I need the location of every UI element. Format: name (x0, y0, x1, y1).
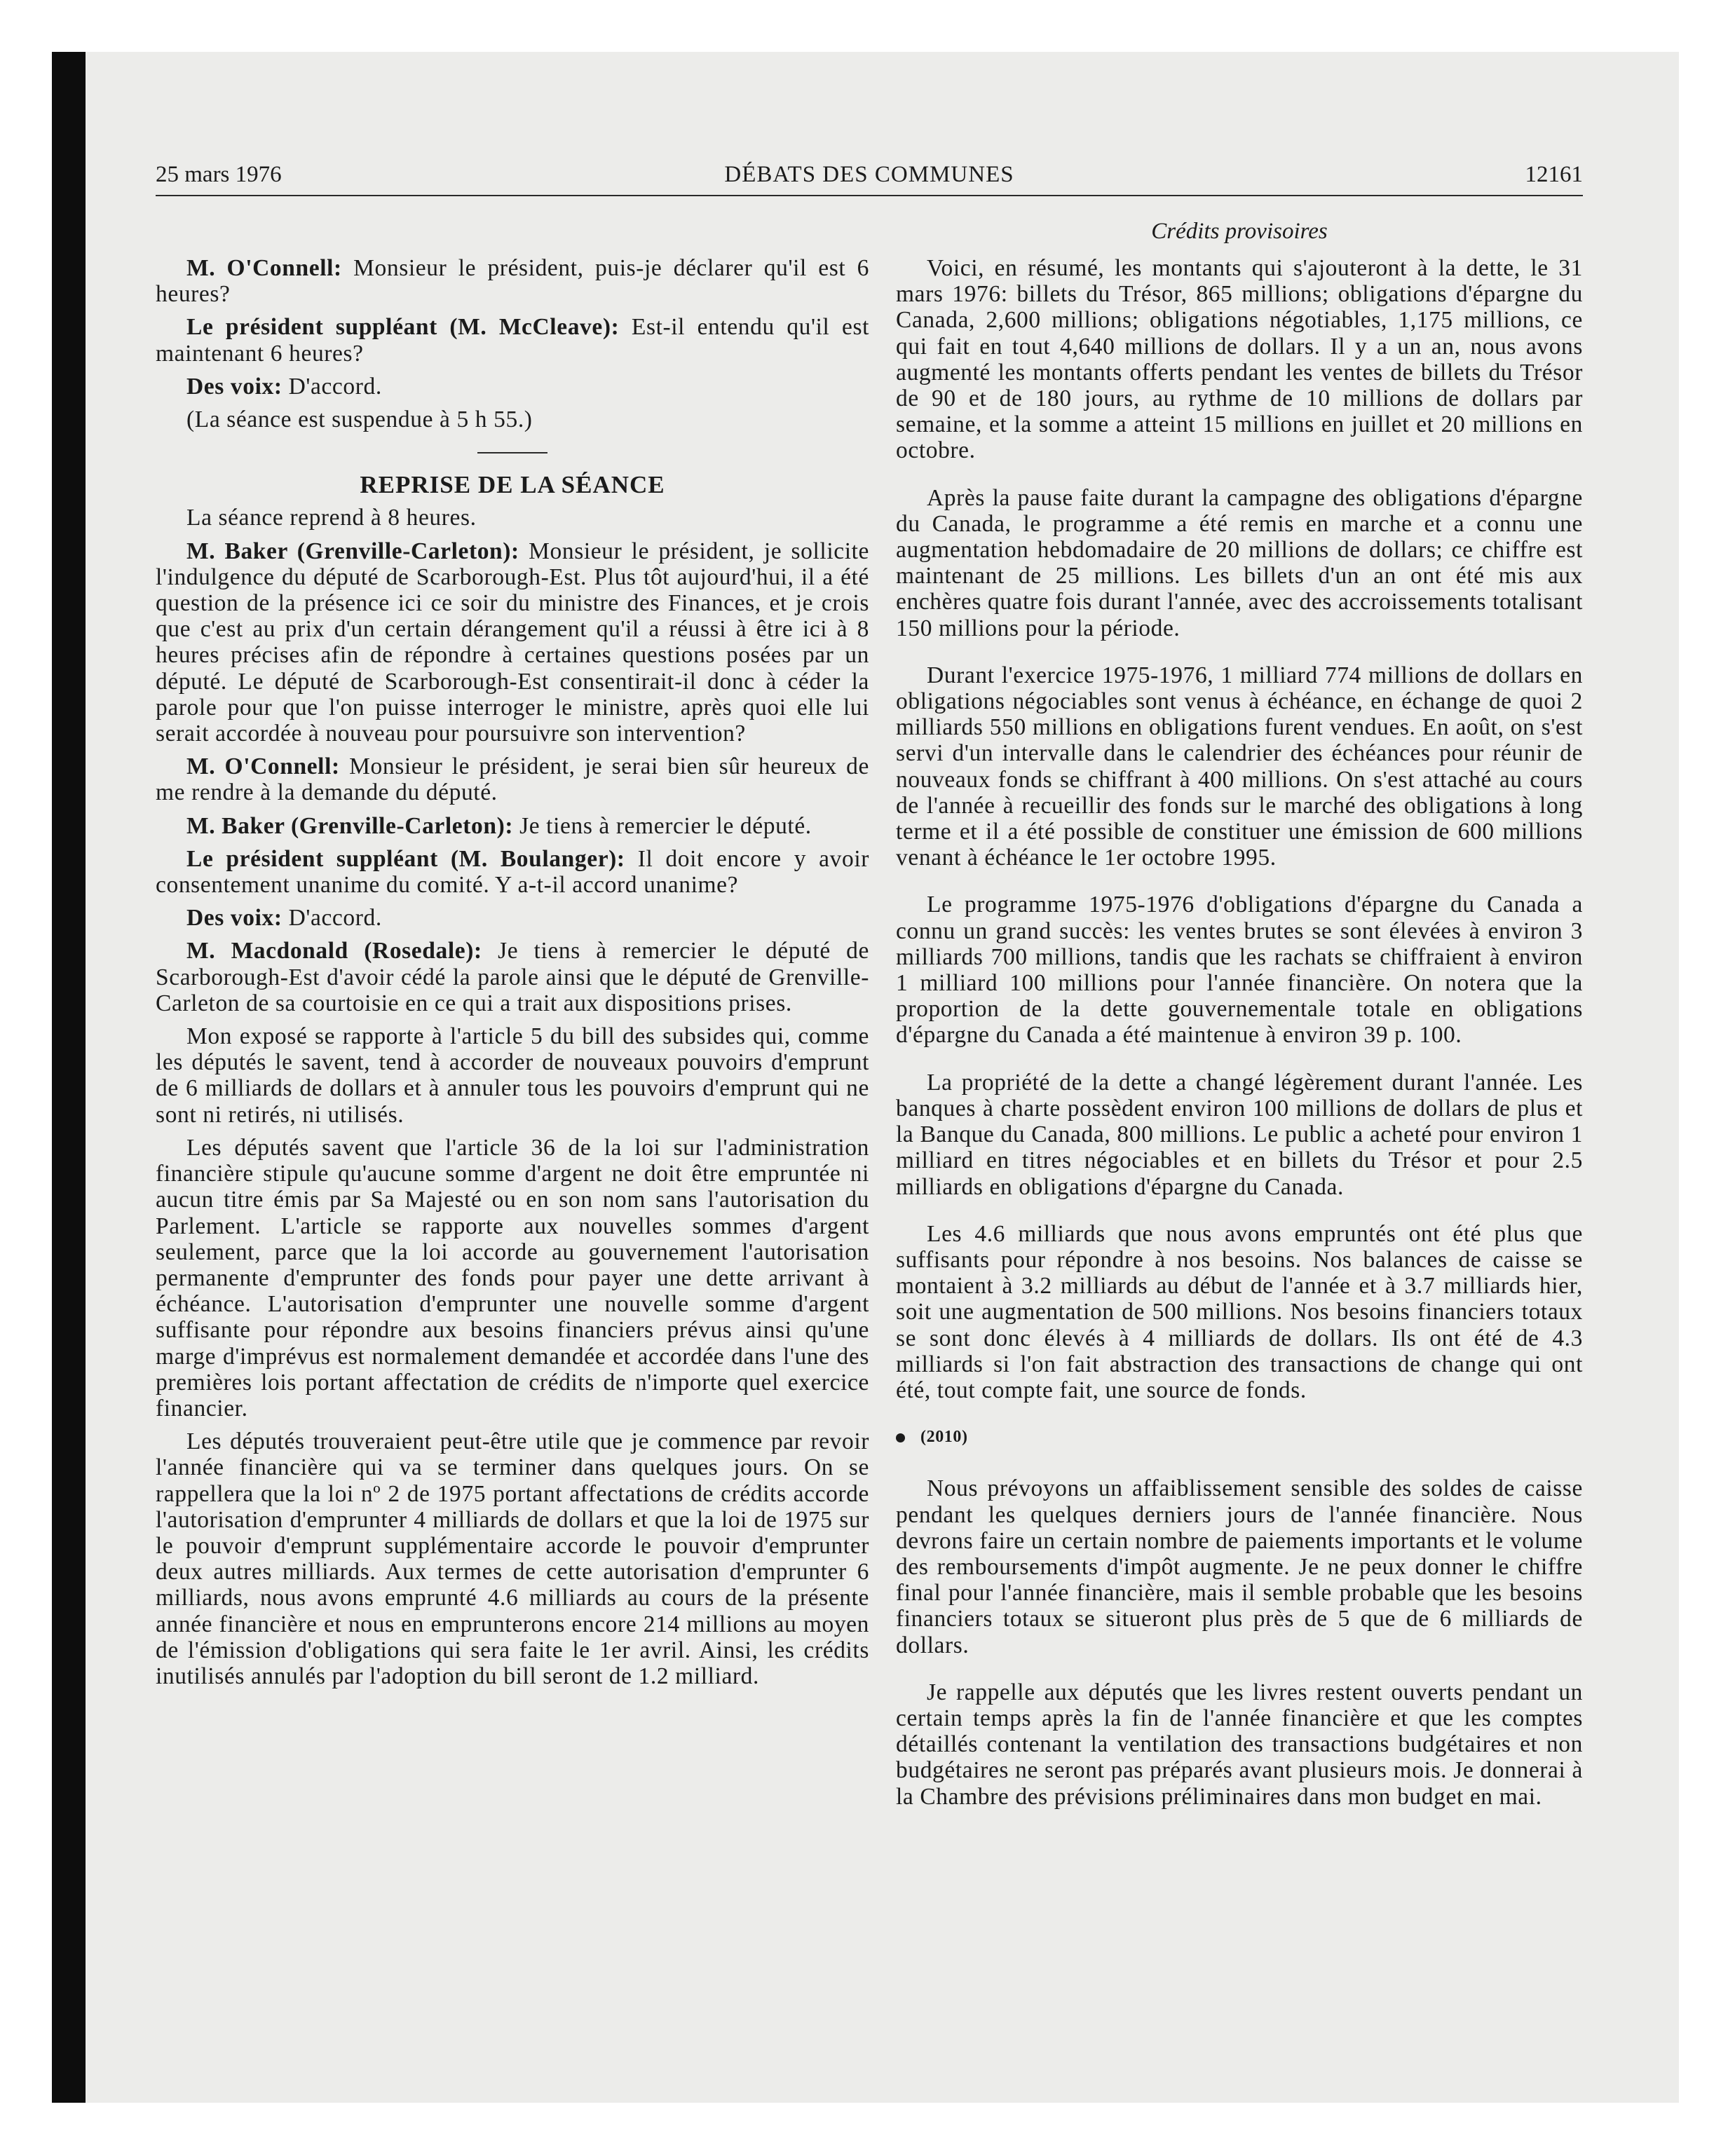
speech-text: Monsieur le président, je sollicite l'indulgence du député de Scarborough-Est. Plus tôt aujourd'hui, il a été question de la présence ici ce soir du ministre des Finances, et je crois que c'est au prix d'un certain dérangement qu'il a réussi à être ici à 8 heures précises afin de répondre à certaines questions posées par un député. Le député de Scarborough-Est consentirait-il donc à céder la parole pour que l'on puisse interroger le ministre, après quoi elle lui serait accordée à nouveau pour poursuivre son intervention? (156, 538, 869, 747)
paragraph: Durant l'exercice 1975-1976, 1 milliard 774 millions de dollars en obligations négociables sont venus à échéance, en échange de quoi 2 milliards 550 millions en obligations furent vendues. En août, on s'est servi d'un intervalle dans le calendrier des échéances pour réunir de nouveaux fonds se chiffrant à 400 millions. On s'est attaché au cours de l'année à recueillir des fonds sur le marché des obligations à long terme et il a été possible de constituer une émission de 600 millions venant à échéance le 1er octobre 1995. (896, 662, 1583, 871)
paragraph (156, 255, 869, 307)
paragraph: Voici, en résumé, les montants qui s'ajouteront à la dette, le 31 mars 1976: billets du Trésor, 865 millions; obligations d'épargne du Canada, 2,600 millions; obligations négotiables, 1,175 millions, ce qui fait en tout 4,640 millions de dollars. Il y a un an, nous avons augmenté les montants offerts pendant les ventes de billets du Trésor de 90 et de 180 jours, au rythme de 10 millions de dollars par semaine, et la somme a atteint 15 millions en juillet et 20 millions en octobre. (896, 255, 1583, 464)
paragraph (156, 813, 869, 839)
scan-edge-shadow (52, 52, 86, 2103)
speech-text: Monsieur le président, puis-je déclarer qu'il est 6 heures? (156, 255, 869, 308)
speaker: M. Baker (Grenville-Carleton): (186, 538, 519, 564)
speech-text: Je tiens à remercier le député de Scarborough-Est d'avoir cédé la parole ainsi que le député de Grenville-Carleton de sa courtoisie en ce qui a trait aux dispositions prises. (156, 938, 869, 1016)
paragraph: Après la pause faite durant la campagne des obligations d'épargne du Canada, le programme a été remis en marche et a connu une augmentation hebdomadaire de 20 millions de dollars; ce chiffre est maintenant de 25 millions. Les billets d'un an ont été mis aux enchères quatre fois durant l'année, avec des accroissements totalisant 150 millions pour la période. (896, 484, 1583, 641)
speech-text: Monsieur le président, je serai bien sûr heureux de me rendre à la demande du député. (156, 753, 869, 806)
speaker: M. O'Connell: (186, 753, 340, 780)
speaker: M. Baker (Grenville-Carleton): (186, 812, 514, 839)
bullet-icon (896, 1433, 905, 1442)
speaker: Le président suppléant (M. Boulanger): (186, 845, 625, 872)
right-column (896, 255, 1583, 1831)
paragraph: Les députés savent que l'article 36 de la loi sur l'administration financière stipule qu'aucune somme d'argent ne doit être empruntée ni aucun titre émis par Sa Majesté ou en son nom sans l'autorisation du Parlement. L'article se rapporte aux nouvelles sommes d'argent seulement, parce que la loi accorde au gouvernement l'autorisation permanente d'emprunter des fonds pour payer une dette arrivant à échéance. L'autorisation d'emprunter une nouvelle somme d'argent suffisante pour répondre aux besoins financiers prévus ainsi qu'une marge d'imprévus est normalement demandée et accordée dans l'une des premières lois portant affectation de crédits de n'importe quel exercice financier. (156, 1134, 869, 1421)
speech-text: Est-il entendu qu'il est maintenant 6 heures? (156, 314, 869, 367)
paragraph (156, 374, 869, 400)
speech-text: Il doit encore y avoir consentement unanime du comité. Y a-t-il accord unanime? (156, 845, 869, 899)
section-heading: REPRISE DE LA SÉANCE (360, 471, 665, 499)
speaker: M. O'Connell: (186, 255, 342, 281)
paragraph (156, 314, 869, 366)
stage-direction: (La séance est suspendue à 5 h 55.) (186, 407, 533, 433)
paragraph: Le programme 1975-1976 d'obligations d'épargne du Canada a connu un grand succès: les ventes brutes se sont élevées à environ 3 milliards 700 millions, tandis que les rachats se chiffraient à environ 1 milliard 100 millions pour l'année financière. On notera que la proportion de la dette gouvernementale totale en obligations d'épargne du Canada a été maintenue à environ 39 p. 100. (896, 892, 1583, 1049)
speaker: M. Macdonald (Rosedale): (186, 938, 482, 964)
paragraph: Mon exposé se rapporte à l'article 5 du bill des subsides qui, comme les députés le savent, tend à accorder de nouveaux pouvoirs d'emprunt de 6 milliards de dollars et à annuler tous les pouvoirs d'emprunt qui ne sont ni retirés, ni utilisés. (156, 1023, 869, 1128)
paragraph (156, 938, 869, 1016)
left-column (156, 255, 869, 1696)
speech-text: Je tiens à remercier le député. (513, 812, 812, 839)
paragraph (156, 538, 869, 747)
paragraph: La séance reprend à 8 heures. (186, 505, 477, 531)
header-title: DÉBATS DES COMMUNES (724, 162, 1014, 187)
paragraph: Nous prévoyons un affaiblissement sensible des soldes de caisse pendant les quelques derniers jours de l'année financière. Nous devrons faire un certain nombre de paiements importants et le volume des remboursements d'impôt augmente. Je ne peux donner le chiffre final pour l'année financière, mais il semble probable que les besoins financiers totaux se situeront plus près de 5 que de 6 milliards de dollars. (896, 1475, 1583, 1658)
paragraph: Les députés trouveraient peut-être utile que je commence par revoir l'année financière qui va se terminer dans quelques jours. On se rappellera que la loi nº 2 de 1975 portant affectations de crédits accorde l'autorisation d'emprunter 4 milliards de dollars et que la loi de 1975 sur le pouvoir d'emprunt supplémentaire accorde le pouvoir d'emprunter deux autres milliards. Aux termes de cette autorisation d'emprunter 6 milliards, nous avons emprunté 4.6 milliards au cours de la présente année financière et nous en emprunterons encore 214 millions au moyen de l'émission d'obligations qui sera faite le 1er avril. Ainsi, les crédits inutilisés annulés par l'adoption du bill seront de 1.2 milliard. (156, 1428, 869, 1689)
running-head: Crédits provisoires (1151, 219, 1328, 244)
paragraph (156, 753, 869, 805)
section-divider (477, 452, 547, 453)
time-marker (896, 1424, 1583, 1450)
speaker: Des voix: (186, 373, 283, 400)
time-marker-label: (2010) (920, 1428, 968, 1447)
speaker: Des voix: (186, 905, 283, 932)
speech-text: D'accord. (282, 373, 382, 400)
paragraph (156, 846, 869, 898)
paragraph (156, 905, 869, 931)
header-page-number: 12161 (1525, 162, 1583, 187)
header-date: 25 mars 1976 (156, 162, 282, 187)
speaker: Le président suppléant (M. McCleave): (186, 314, 620, 341)
speech-text: D'accord. (282, 905, 382, 932)
paragraph: Les 4.6 milliards que nous avons empruntés ont été plus que suffisants pour répondre à nos besoins. Nos balances de caisse se montaient à 3.2 milliards au début de l'année et à 3.7 milliards hier, soit une augmentation de 500 millions. Nos besoins financiers totaux se sont donc élevés à 4 milliards de dollars. Ils ont été de 4.3 milliards si l'on fait abstraction des transactions de change qui ont été, tout compte fait, une source de fonds. (896, 1220, 1583, 1403)
paragraph: Je rappelle aux députés que les livres restent ouverts pendant un certain temps après la fin de l'année financière et que les comptes détaillés contenant la ventilation des transactions budgétaires et non budgétaires ne seront pas préparés avant plusieurs mois. Je donnerai à la Chambre des prévisions préliminaires dans mon budget en mai. (896, 1679, 1583, 1810)
paragraph: La propriété de la dette a changé légèrement durant l'année. Les banques à charte possèdent environ 100 millions de dollars de plus et la Banque du Canada, 800 millions. Le public a acheté pour environ 1 milliard en titres négociables et en billets du Trésor et pour 2.5 milliards en obligations d'épargne du Canada. (896, 1069, 1583, 1200)
page-header (156, 163, 1583, 196)
